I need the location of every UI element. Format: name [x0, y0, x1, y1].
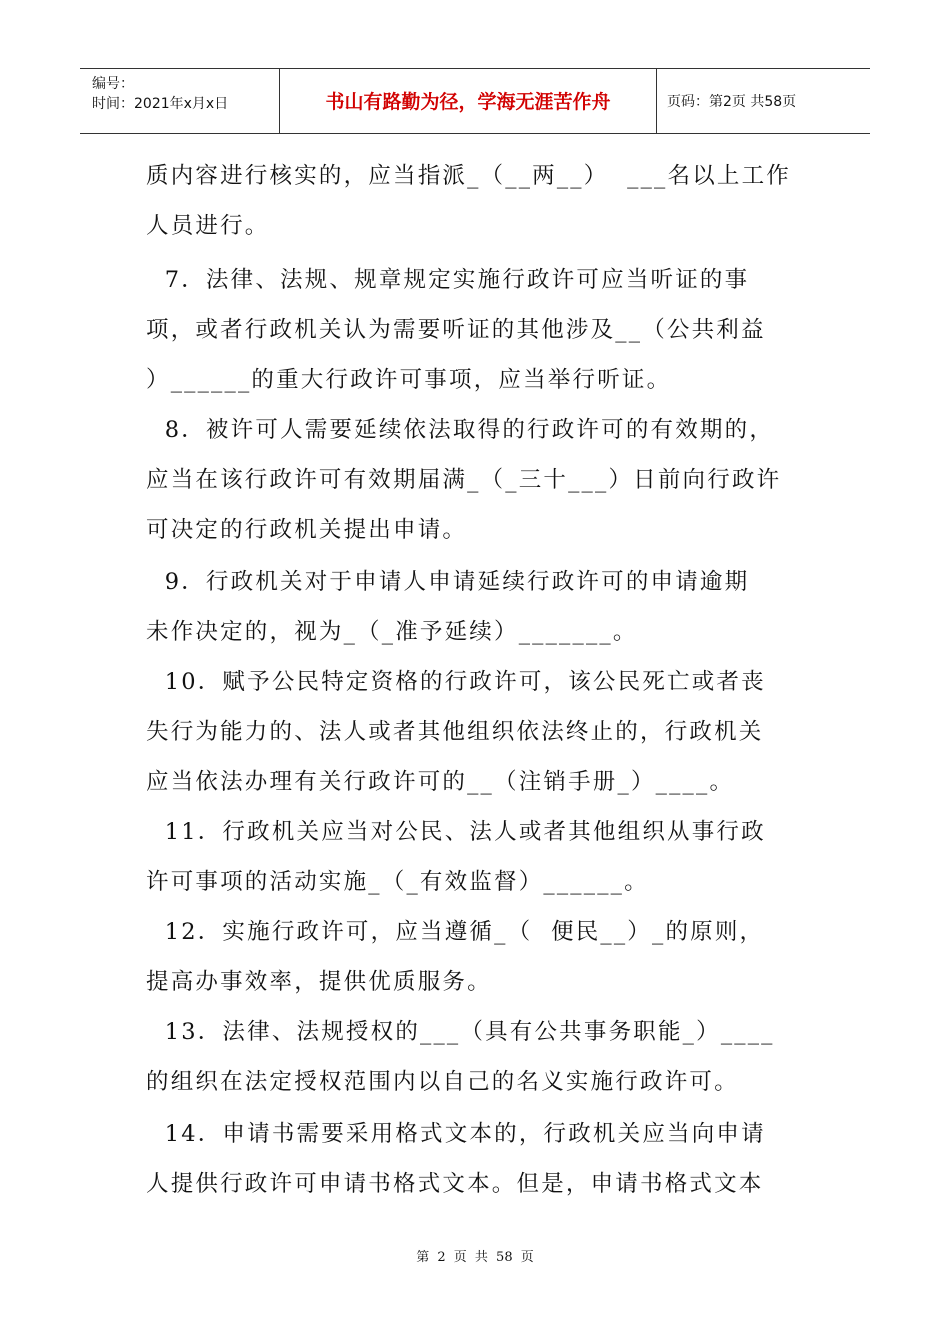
- page-footer: 第 2 页 共 58 页: [416, 1250, 534, 1265]
- text-line: 失行为能力的、法人或者其他组织依法终止的，行政机关: [146, 719, 764, 745]
- text-line: 可决定的行政机关提出申请。: [146, 517, 468, 543]
- text-line: 许可事项的活动实施_（_有效监督）______。: [146, 869, 649, 895]
- header-motto: 书山有路勤为径，学海无涯苦作舟: [280, 69, 657, 133]
- text-line: 的组织在法定授权范围内以自己的名义实施行政许可。: [146, 1069, 739, 1095]
- document-time-label: 时间：2021年x月x日: [92, 96, 229, 112]
- text-line: 9．行政机关对于申请人申请延续行政许可的申请逾期: [146, 569, 750, 595]
- text-line: 人提供行政许可申请书格式文本。但是，申请书格式文本: [146, 1171, 764, 1197]
- text-line: 8．被许可人需要延续依法取得的行政许可的有效期的，: [146, 417, 775, 443]
- text-line: 未作决定的，视为_（_准予延续）_______。: [146, 619, 638, 645]
- text-line: 7．法律、法规、规章规定实施行政许可应当听证的事: [146, 267, 750, 293]
- text-line: 人员进行。: [146, 213, 270, 239]
- text-line: 项，或者行政机关认为需要听证的其他涉及__（公共利益: [146, 317, 766, 343]
- text-line: 质内容进行核实的，应当指派_（__两__） ___名以上工作: [146, 163, 792, 189]
- text-line: 提高办事效率，提供优质服务。: [146, 969, 492, 995]
- text-line: 14．申请书需要采用格式文本的，行政机关应当向申请: [146, 1121, 766, 1147]
- text-line: 12．实施行政许可，应当遵循_（ 便民__）_的原则，: [146, 919, 765, 945]
- document-number-label: 编号：: [92, 76, 134, 92]
- text-line: 10．赋予公民特定资格的行政许可，该公民死亡或者丧: [146, 669, 766, 695]
- text-line: 应当依法办理有关行政许可的__（注销手册_）____。: [146, 769, 735, 795]
- text-line: 11．行政机关应当对公民、法人或者其他组织从事行政: [146, 819, 766, 845]
- header-meta: [80, 69, 280, 133]
- text-line: ）______的重大行政许可事项，应当举行听证。: [146, 367, 672, 393]
- page-header: [80, 68, 870, 134]
- text-line: 应当在该行政许可有效期届满_（_三十___）日前向行政许: [146, 467, 782, 493]
- header-page-number: 页码：第2页 共58页: [667, 94, 797, 110]
- text-line: 13．法律、法规授权的___（具有公共事务职能_）____: [146, 1019, 775, 1045]
